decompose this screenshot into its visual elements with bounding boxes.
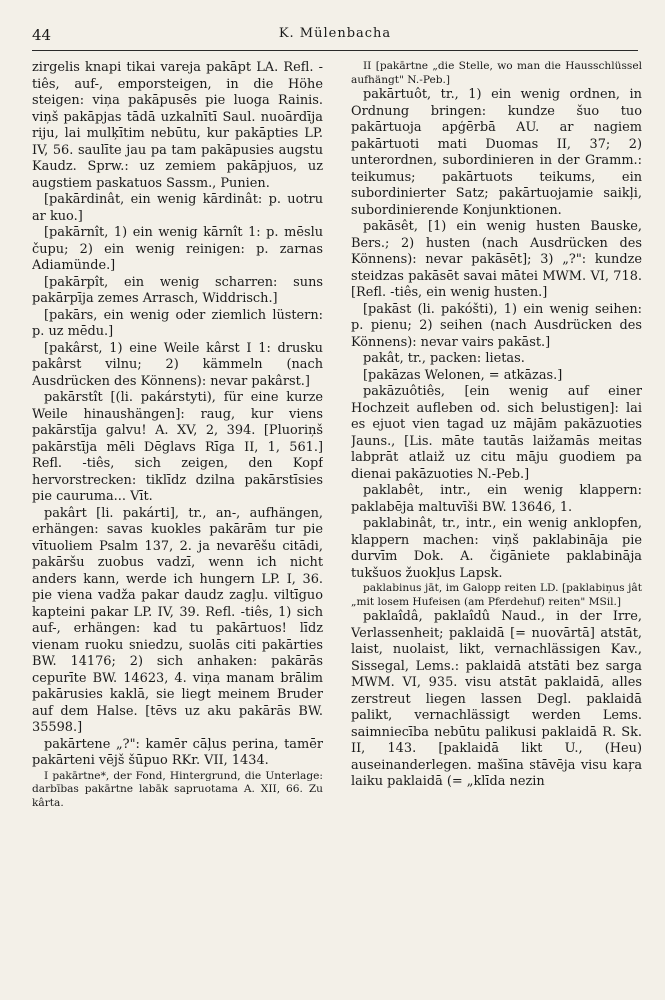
page-header (32, 24, 638, 51)
entry-paragraph: [pakārs, ein wenig oder ziemlich lüstern: p. uz mēdu.] (32, 307, 323, 339)
entry-paragraph: paklaîdâ, paklaîdû Naud., in der Irre, Verlassenheit; paklaidā [= nuovārtā] atstāt, laist, nuolaist, likt, vernachlässigen Kav., Sissegal, Lems.: paklaidā atstāti bez sarga MWM. VI, 935. visu atstāt paklaidā, alles zerstreut liegen lassen Degl. paklaidā palikt, vernachlässigt werden Lems. saimniecība nebūtu palikusi paklaidā R. Sk. II, 143. [paklaidā likt U., (Heu) auseinanderlegen. mašīna stāvēja visu kaŗa laiku paklaidā (= „klīda nezin (351, 609, 642, 789)
entry-paragraph: [pakārdinât, ein wenig kārdinât: p. uotru ar kuo.] (32, 192, 323, 224)
entry-paragraph: zirgelis knapi tikai vareja pakāpt LA. Refl. -tiês, auf-, emporsteigen, in die Höhe steigen: viņa pakāpusēs pie luoga Rainis. viņš pakāpjas tādā uzkalnītī Saul. nuoārdīja riju, lai mulķītim nebūtu, kur pakāpties LP. IV, 56. saulīte jau pa tam pakāpusies augstu Kaudz. Sprw.: uz zemiem pakāpjuos, uz augstiem paskatuos Sassm., Punien. (32, 60, 323, 191)
entry-paragraph: pakārstît [(li. pakárstyti), für eine kurze Weile hinaushängen]: raug, kur viens pakārstīja galvu! A. XV, 2, 394. [Pluoriņš pakārstīja mēli Dēglavs Rīga II, 1, 561.] Refl. -tiês, sich zeigen, den Kopf hervorstrecken: tiklīdz dzilna pakārstīsies pie cauruma... Vīt. (32, 390, 323, 504)
entry-paragraph: I pakārtne*, der Fond, Hintergrund, die Unterlage: darbības pakārtne labāk sapruotama A. XII, 66. Zu kârta. (32, 769, 323, 809)
entry-paragraph: II [pakārtne „die Stelle, wo man die Hausschlüssel aufhängt" N.-Peb.] (351, 60, 642, 86)
entry-paragraph: [pakārnît, 1) ein wenig kārnît 1: p. mēslu čupu; 2) ein wenig reinigen: p. zarnas Adiamünde.] (32, 225, 323, 273)
entry-paragraph: [pakāst (li. pakóšti), 1) ein wenig seihen: p. pienu; 2) seihen (nach Ausdrücken des Könnens): nevar vairs pakāst.] (351, 301, 642, 350)
left-column (32, 60, 323, 985)
entry-paragraph: pakārtene „?": kamēr cāļus perina, tamēr pakārteni vējš šūpuo RKr. VII, 1434. (32, 736, 323, 768)
entry-paragraph: pakārtuôt, tr., 1) ein wenig ordnen, in Ordnung bringen: kundze šuo tuo pakārtuoja apģērbā AU. ar nagiem pakārtuoti mati Duomas II, 37; 2) unterordnen, subordinieren in der Gramm.: teikumus; pakārtuots teikums, ein subordinierter Satz; pakārtuojamie saikļi, subordinierende Konjunktionen. (351, 87, 642, 218)
entry-paragraph: paklabinât, tr., intr., ein wenig anklopfen, klappern machen: viņš paklabināja pie durvīm Dok. A. čigāniete paklabināja tukšuos žuokļus Lapsk. (351, 516, 642, 581)
entry-paragraph: [pakārpît, ein wenig scharren: suns pakārpīja zemes Arrasch, Widdrisch.] (32, 274, 323, 306)
entry-paragraph: paklabinus jāt, im Galopp reiten LD. [paklabiņus jât „mit losem Hufeisen (am Pferdehuf) reiten" MSil.] (351, 582, 642, 608)
entry-paragraph: [pakârst, 1) eine Weile kârst I 1: drusku pakârst vilnu; 2) kämmeln (nach Ausdrücken des Könnens): nevar pakârst.] (32, 340, 323, 389)
entry-paragraph: pakât, tr., packen: lietas. (363, 351, 525, 366)
entry-paragraph: pakāzuôtiês, [ein wenig auf einer Hochzeit aufleben od. sich belustigen]: lai es ejuot vien tagad uz mājām pakāzuoties Jauns., [Lis. māte tautās laižamās meitas labprāt atlaiž uz citu māju guodiem pa dienai pakāzuoties N.-Peb.] (351, 384, 642, 482)
page-number: 44 (32, 26, 52, 44)
entry-paragraph: [pakāzas Welonen, = atkāzas.] (363, 367, 563, 383)
entry-paragraph: pakāsêt, [1) ein wenig husten Bauske, Bers.; 2) husten (nach Ausdrücken des Könnens): nevar pakāsēt]; 3) „?": kundze steidzas pakāsēt savai mātei MWM. VI, 718. [Refl. -tiês, ein wenig husten.] (351, 219, 642, 300)
entry-paragraph: pakârt [li. pakárti], tr., an-, aufhängen, erhängen: savas kuokles pakārām tur pie vītuoliem Psalm 137, 2. ja nevarēšu citādi, pakāršu zuobus vadzī, wenn ich nicht anders kann, werde ich hungern LP. I, 36. pie viena vadža pakar daudz zagļu. viltīguo kapteini pakar LP. IV, 39. Refl. -tiês, 1) sich auf-, erhängen: kad tu pakārtuos! līdz vienam ruoku sniedzu, suolās citi pakārties BW. 14176; 2) sich anhaken: pakārās cepurīte BW. 14623, 4. viņa manam brālim pakārusies kaklā, sie liegt meinem Bruder auf dem Halse. [tēvs uz aku pakārās BW. 35598.] (32, 505, 323, 735)
entry-paragraph: paklabêt, intr., ein wenig klappern: paklabēja maltuvīši BW. 13646, 1. (351, 483, 642, 515)
right-column (351, 60, 642, 985)
running-head: K. Mülenbacha (278, 26, 392, 41)
